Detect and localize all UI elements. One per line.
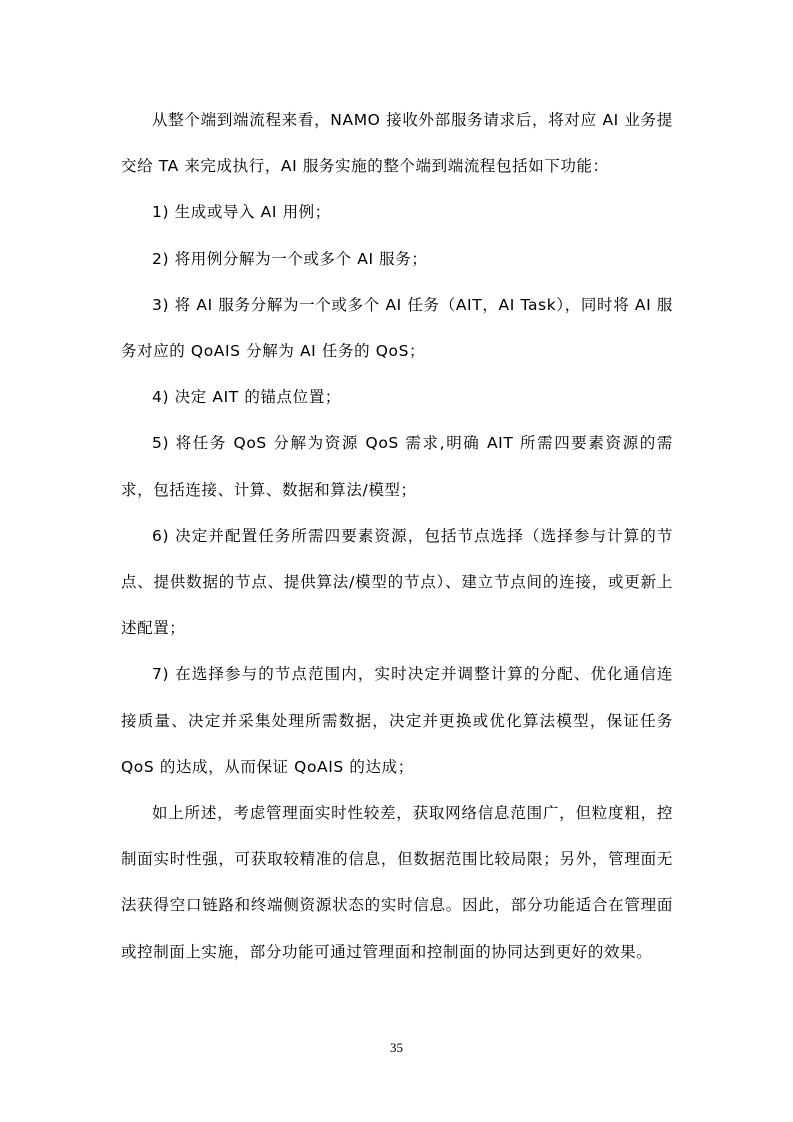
- body-text: [121, 97, 673, 975]
- list-item-2: 2) 将用例分解为一个或多个 AI 服务；: [152, 249, 428, 268]
- list-item-4: 4) 决定 AIT 的锚点位置；: [152, 388, 341, 407]
- paragraph-end-to-end-flow: 从整个端到端流程来看，NAMO 接收外部服务请求后，将对应 AI 业务提交给 TA 来完成执行，AI 服务实施的整个端到端流程包括如下功能：: [121, 111, 673, 176]
- list-item-1: 1) 生成或导入 AI 用例；: [152, 203, 331, 222]
- list-item-7: 7) 在选择参与的节点范围内，实时决定并调整计算的分配、优化通信连接质量、决定并采集处理所需数据，决定并更换或优化算法模型，保证任务 QoS 的达成，从而保证 QoAIS 的达成；: [121, 665, 673, 776]
- list-item-3: 3) 将 AI 服务分解为一个或多个 AI 任务（AIT，AI Task），同时将 AI 服务对应的 QoAIS 分解为 AI 任务的 QoS；: [121, 295, 673, 361]
- page-number: 35: [390, 1040, 403, 1055]
- list-item-6: 6) 决定并配置任务所需四要素资源，包括节点选择（选择参与计算的节点、提供数据的节点、提供算法/模型的节点）、建立节点间的连接，或更新上述配置；: [121, 526, 673, 638]
- list-item-5: 5) 将任务 QoS 分解为资源 QoS 需求,明确 AIT 所需四要素资源的需求，包括连接、计算、数据和算法/模型；: [121, 434, 673, 499]
- paragraph-summary: 如上所述，考虑管理面实时性较差，获取网络信息范围广，但粒度粗，控制面实时性强，可获取较精准的信息，但数据范围比较局限；另外，管理面无法获得空口链路和终端侧资源状态的实时信息。因此，部分功能适合在管理面或控制面上实施，部分功能可通过管理面和控制面的协同达到更好的效果。: [121, 804, 673, 961]
